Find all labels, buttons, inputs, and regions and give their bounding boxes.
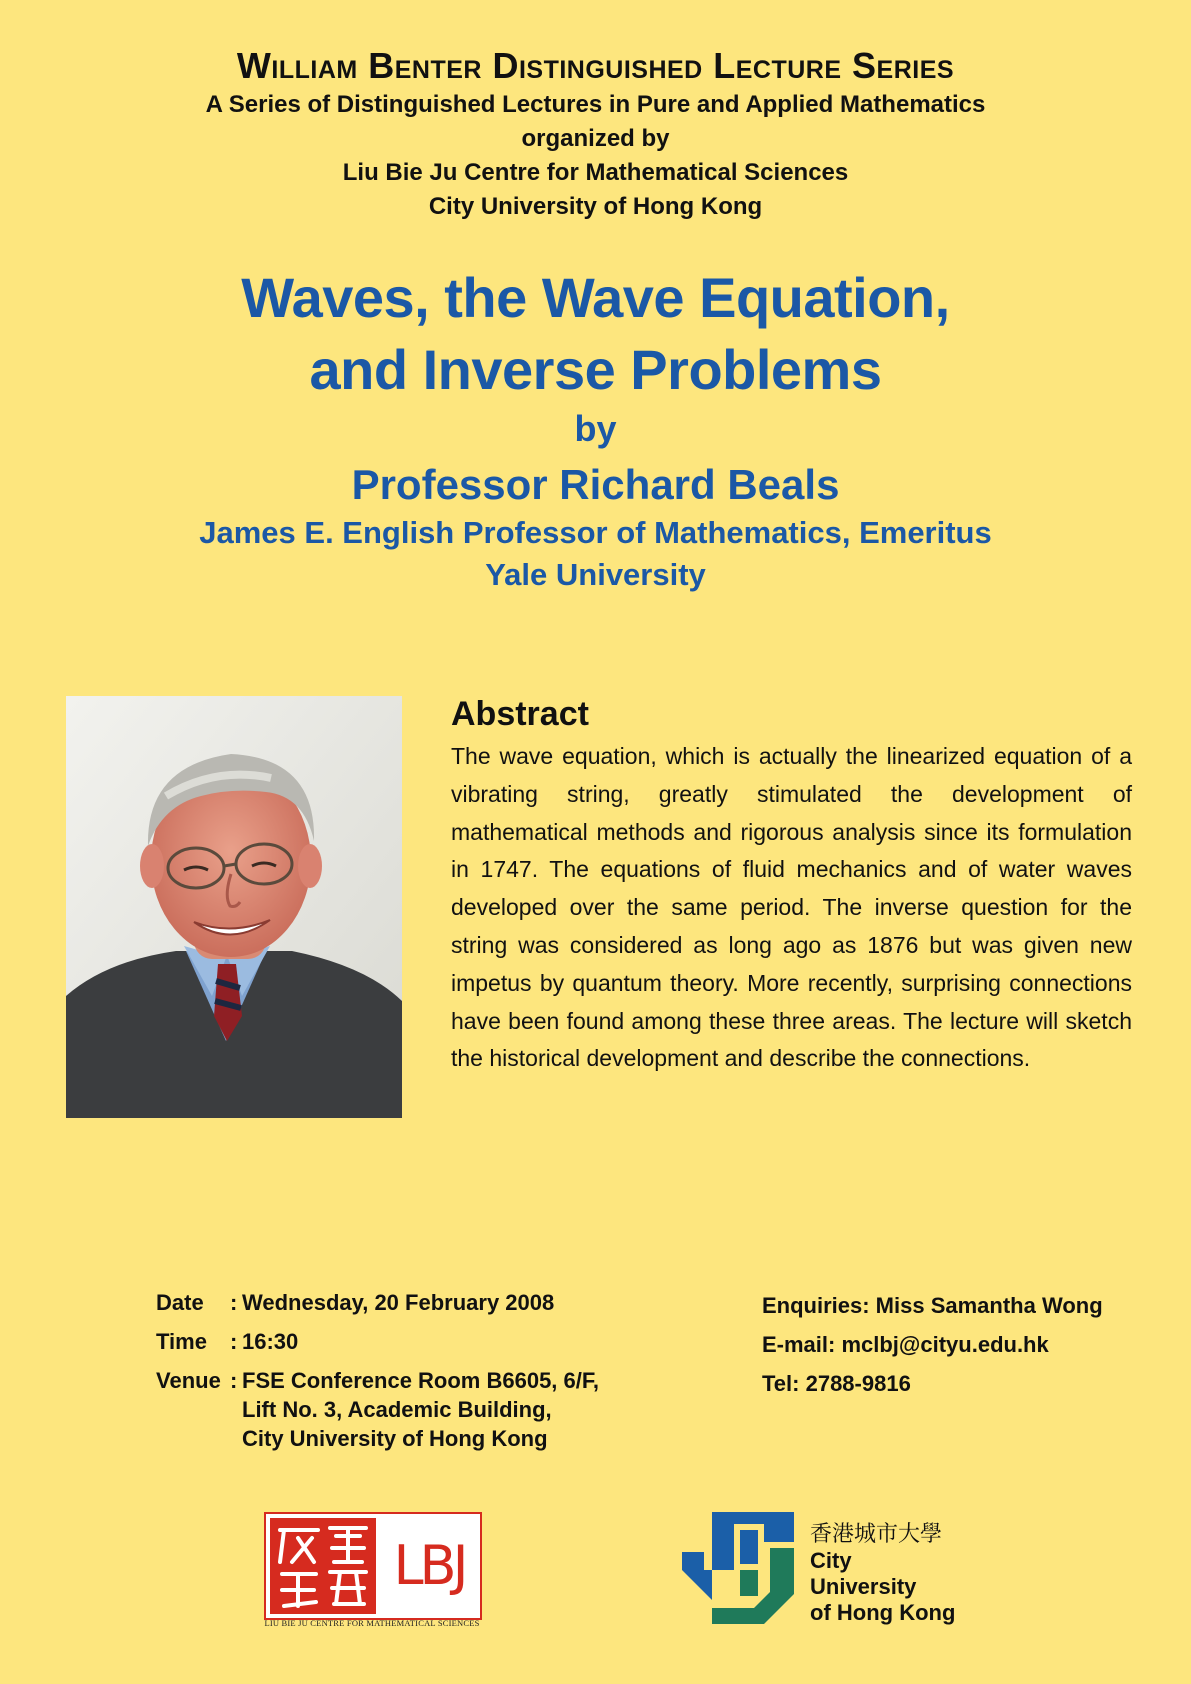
organizer-centre: Liu Bie Ju Centre for Mathematical Sciences bbox=[342, 159, 849, 186]
cityu-name-line2: of Hong Kong bbox=[810, 1600, 956, 1625]
lbj-centre-logo bbox=[264, 1512, 480, 1628]
cityu-logo bbox=[682, 1512, 962, 1624]
date-label: Date bbox=[156, 1290, 204, 1315]
lbj-caption: LIU BIE JU CENTRE FOR MATHEMATICAL SCIENCES bbox=[264, 1618, 480, 1628]
speaker-photo bbox=[66, 696, 402, 1118]
cityu-chinese-name: 香港城市大學 bbox=[810, 1522, 943, 1547]
time-value: 16:30 bbox=[242, 1329, 299, 1354]
date-separator: : bbox=[230, 1290, 238, 1315]
series-title: William Benter Distinguished Lecture Series bbox=[236, 45, 955, 86]
date-row bbox=[156, 1288, 599, 1317]
seal-glyphs-icon bbox=[270, 1518, 376, 1614]
abstract-section bbox=[451, 694, 1132, 1078]
time-label: Time bbox=[156, 1329, 207, 1354]
speaker-institution: Yale University bbox=[485, 557, 706, 592]
time-row bbox=[156, 1327, 599, 1356]
cityu-emblem-icon bbox=[682, 1512, 802, 1624]
enquiries-contact: Enquiries: Miss Samantha Wong bbox=[762, 1293, 1103, 1318]
venue-value: FSE Conference Room B6605, 6/F, Lift No. 3, Academic Building, City University of Hong Kong bbox=[242, 1368, 599, 1451]
talk-title-line2: and Inverse Problems bbox=[309, 338, 882, 401]
by-label: by bbox=[574, 408, 617, 449]
speaker-portrait-illustration bbox=[66, 696, 402, 1118]
date-value: Wednesday, 20 February 2008 bbox=[242, 1290, 555, 1315]
enquiries-tel: Tel: 2788-9816 bbox=[762, 1371, 911, 1396]
lbj-letters: LBJ bbox=[393, 1534, 465, 1597]
talk-title-line1: Waves, the Wave Equation, bbox=[241, 266, 950, 329]
lbj-seal-icon bbox=[270, 1518, 376, 1614]
event-details bbox=[156, 1288, 599, 1463]
cityu-name-line1: City University bbox=[810, 1548, 917, 1599]
abstract-body: The wave equation, which is actually the linearized equation of a vibrating string, greatly stimulated the development of mathematical methods and rigorous analysis since its formulation in 1747. The equations of fluid mechanics and of water waves developed over the same period. The inverse question for the string was considered as long ago as 1876 but was given new impetus by quantum theory. More recently, surprising connections have been found among these three areas. The lecture will sketch the historical development and describe the connections. bbox=[451, 743, 1132, 1072]
enquiries-email[interactable]: E-mail: mclbj@cityu.edu.hk bbox=[762, 1332, 1049, 1357]
lbj-logo-frame bbox=[264, 1512, 482, 1620]
cityu-wordmark bbox=[810, 1522, 962, 1626]
venue-row bbox=[156, 1366, 599, 1453]
venue-separator: : bbox=[230, 1368, 238, 1393]
organizer-university: City University of Hong Kong bbox=[428, 193, 763, 220]
speaker-name: Professor Richard Beals bbox=[351, 461, 840, 508]
abstract-heading: Abstract bbox=[451, 695, 589, 733]
talk-info bbox=[0, 262, 1191, 596]
lecture-series-header bbox=[0, 44, 1191, 224]
organized-by-label: organized by bbox=[521, 125, 670, 152]
speaker-position: James E. English Professor of Mathematics, Emeritus bbox=[199, 515, 992, 550]
venue-label: Venue bbox=[156, 1368, 221, 1393]
enquiries-block bbox=[762, 1291, 1103, 1408]
time-separator: : bbox=[230, 1329, 238, 1354]
series-subtitle: A Series of Distinguished Lectures in Pure and Applied Mathematics bbox=[205, 91, 986, 118]
